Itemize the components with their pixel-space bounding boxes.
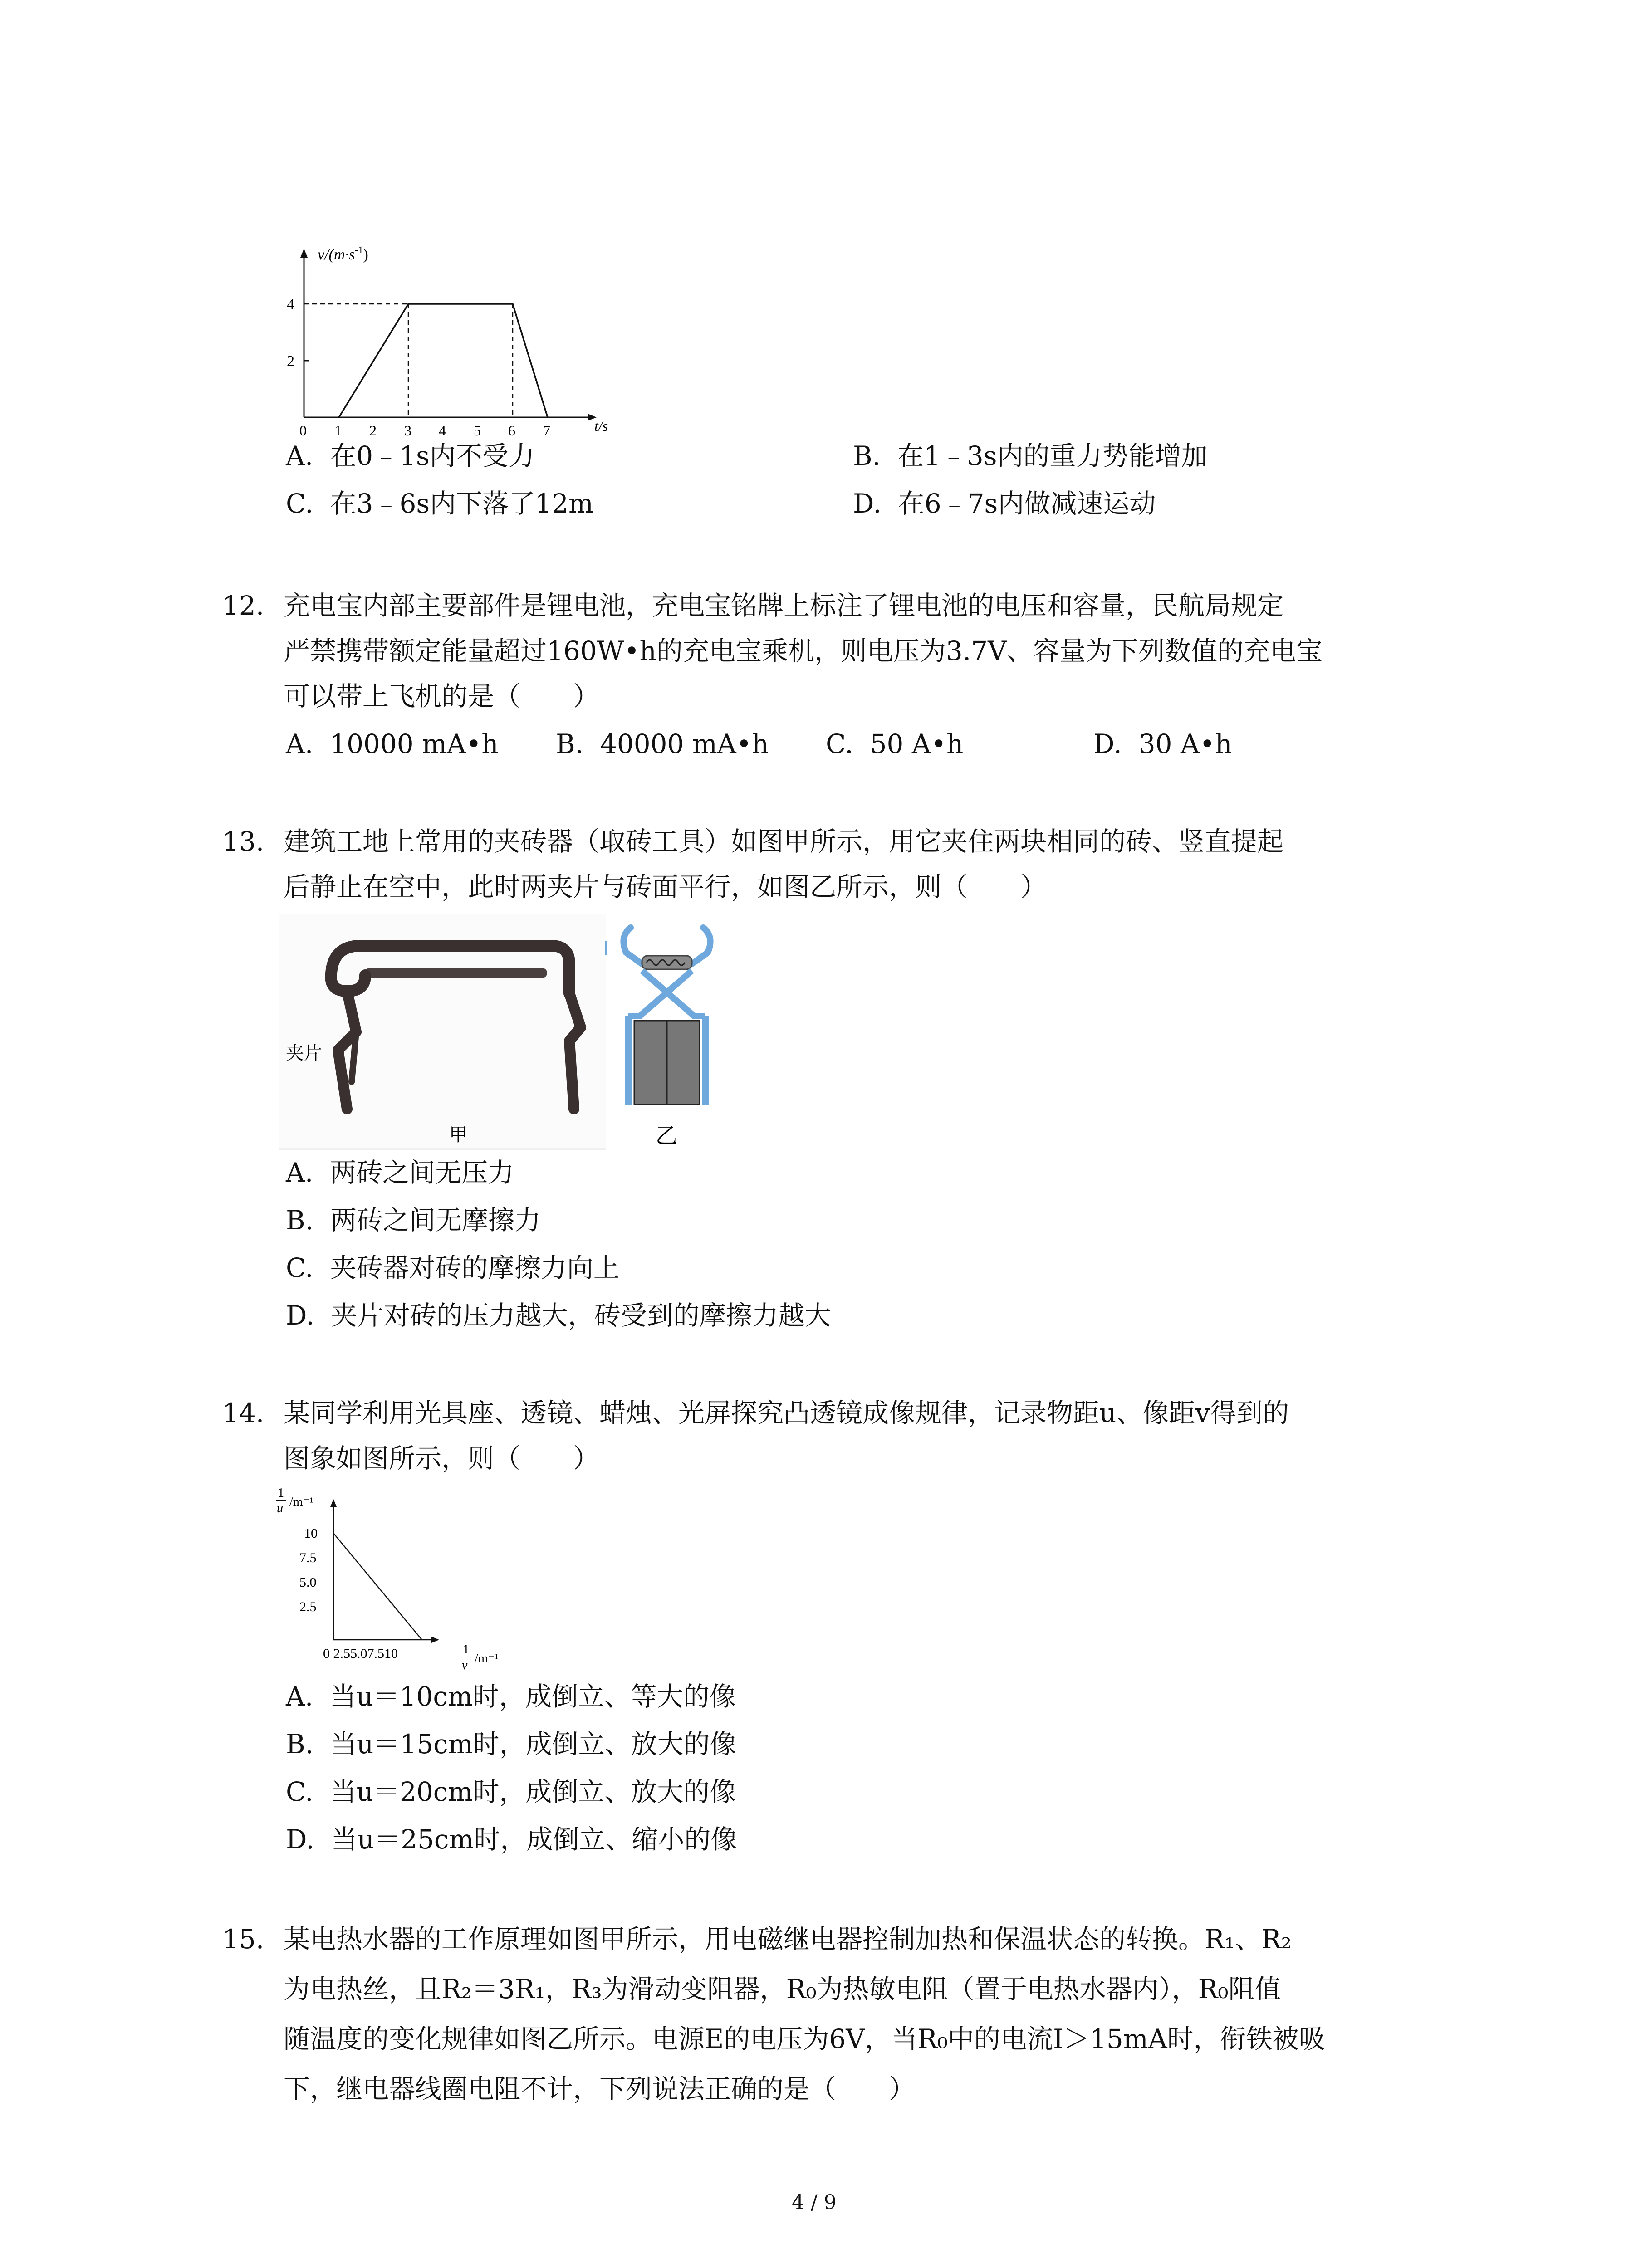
- q11-option-d-key: D.: [853, 488, 882, 519]
- q11-option-d[interactable]: [853, 481, 1156, 526]
- q12-option-b-key: B.: [556, 728, 584, 759]
- q12-option-a[interactable]: [286, 721, 499, 767]
- q14-option-b-key: B.: [286, 1729, 314, 1760]
- q13-line-1: 建筑工地上常用的夹砖器（取砖工具）如图甲所示，用它夹住两块相同的砖、竖直提起: [284, 826, 1284, 857]
- q14-option-d-key: D.: [286, 1824, 314, 1855]
- q12-option-c-text: 50 A•h: [870, 728, 964, 759]
- q13-option-a-key: A.: [286, 1157, 314, 1188]
- q14-y-tick-2-5: 2.5: [299, 1599, 317, 1614]
- q15-number: 15.: [222, 1924, 265, 1955]
- q11-option-c[interactable]: [286, 481, 593, 526]
- q11-x-tick-0: 0: [299, 422, 307, 439]
- q11-option-c-key: C.: [286, 488, 314, 519]
- q14-x-ticks: 0 2.55.07.510: [323, 1646, 398, 1661]
- q13-option-b-key: B.: [286, 1205, 314, 1236]
- q12-option-a-text: 10000 mA•h: [330, 728, 499, 759]
- q13-option-b[interactable]: [286, 1198, 541, 1243]
- q13-option-a-text: 两砖之间无压力: [330, 1157, 514, 1188]
- q12-option-a-key: A.: [286, 728, 314, 759]
- q11-option-c-text: 在3﹣6s内下落了12m: [330, 488, 593, 519]
- q13-yi-jaw-right: [692, 928, 710, 964]
- q12-line-3: 可以带上飞机的是（ ）: [284, 681, 600, 712]
- q14-option-c-text: 当u＝20cm时，成倒立、放大的像: [330, 1776, 736, 1807]
- q11-x-tick-5: 5: [474, 422, 481, 439]
- svg-text:1: 1: [278, 1486, 284, 1500]
- q14-option-a[interactable]: [286, 1674, 736, 1719]
- q12-option-d-text: 30 A•h: [1138, 728, 1232, 759]
- q15-line-2: 为电热丝，且R₂＝3R₁，R₃为滑动变阻器，R₀为热敏电阻（置于电热水器内），R₀阻值: [284, 1974, 1281, 2004]
- q13-option-c-text: 夹砖器对砖的摩擦力向上: [330, 1252, 620, 1283]
- q12-line-2: 严禁携带额定能量超过160W•h的充电宝乘机，则电压为3.7V、容量为下列数值的充电宝: [284, 635, 1323, 666]
- q13-yi-jaw-left: [623, 928, 642, 964]
- q13-label-jia: 甲: [449, 1125, 467, 1145]
- svg-text:/m⁻¹: /m⁻¹: [475, 1652, 499, 1666]
- q12-option-c-key: C.: [826, 728, 853, 759]
- q11-option-b[interactable]: [853, 433, 1208, 479]
- q13-brick-left: [634, 1021, 667, 1105]
- q13-line-2: 后静止在空中，此时两夹片与砖面平行，如图乙所示，则（ ）: [284, 871, 1047, 902]
- q14-graph: [272, 1483, 526, 1674]
- q14-option-b[interactable]: [286, 1721, 736, 1767]
- q14-option-b-text: 当u＝15cm时，成倒立、放大的像: [330, 1729, 736, 1760]
- q14-number: 14.: [222, 1398, 265, 1428]
- svg-text:/m⁻¹: /m⁻¹: [289, 1495, 314, 1509]
- q13-option-d[interactable]: [286, 1293, 831, 1338]
- q14-data-line: [333, 1533, 422, 1640]
- q13-brick-right: [667, 1021, 700, 1105]
- q11-x-label: t/s: [594, 418, 608, 434]
- q11-option-a[interactable]: [286, 433, 535, 479]
- q11-option-b-text: 在1﹣3s内的重力势能增加: [897, 440, 1208, 471]
- q13-option-c[interactable]: [286, 1245, 620, 1290]
- q11-y-label: $v/(m\cdot s^{-1})$: [318, 244, 368, 263]
- q14-line-1: 某同学利用光具座、透镜、蜡烛、光屏探究凸透镜成像规律，记录物距u、像距v得到的: [284, 1398, 1289, 1428]
- q13-figure-jia: [279, 914, 606, 1150]
- q12-option-c[interactable]: [826, 721, 963, 767]
- q13-figure-yi: [599, 919, 735, 1154]
- q12-number: 12.: [222, 590, 265, 621]
- svg-text:u: u: [277, 1501, 283, 1515]
- q11-y-tick-2: 2: [287, 353, 294, 370]
- q11-option-d-text: 在6﹣7s内做减速运动: [898, 488, 1156, 519]
- q11-vt-graph: [277, 240, 631, 445]
- q14-option-a-text: 当u＝10cm时，成倒立、等大的像: [330, 1681, 736, 1712]
- q11-x-tick-2: 2: [369, 422, 377, 439]
- svg-text:v: v: [462, 1658, 468, 1672]
- q12-option-d-key: D.: [1093, 728, 1122, 759]
- q12-option-b[interactable]: [556, 721, 769, 767]
- q14-y-tick-5-0: 5.0: [299, 1575, 317, 1590]
- q11-x-tick-4: 4: [439, 422, 446, 439]
- q15-line-3: 随温度的变化规律如图乙所示。电源E的电压为6V，当R₀中的电流I＞15mA时，衔铁被吸: [284, 2024, 1325, 2054]
- q11-velocity-line: [339, 304, 548, 417]
- q11-x-tick-3: 3: [404, 422, 411, 439]
- q14-option-c-key: C.: [286, 1776, 314, 1807]
- q11-option-a-key: A.: [286, 440, 314, 471]
- q13-option-d-text: 夹片对砖的压力越大，砖受到的摩擦力越大: [331, 1300, 831, 1331]
- q14-option-a-key: A.: [286, 1681, 314, 1712]
- q14-line-2: 图象如图所示，则（ ）: [284, 1443, 600, 1474]
- q13-option-b-text: 两砖之间无摩擦力: [330, 1205, 541, 1236]
- q14-y-tick-10: 10: [304, 1526, 318, 1541]
- svg-text:1: 1: [463, 1642, 469, 1657]
- q13-label-clip: 夹片: [286, 1043, 322, 1063]
- q12-option-d[interactable]: [1093, 721, 1232, 767]
- q13-label-yi: 乙: [656, 1124, 678, 1148]
- q14-option-c[interactable]: [286, 1769, 736, 1814]
- page-number: 4 / 9: [792, 2191, 837, 2214]
- q11-option-a-text: 在0﹣1s内不受力: [330, 440, 535, 471]
- q13-option-d-key: D.: [286, 1300, 314, 1331]
- q13-option-a[interactable]: [286, 1150, 514, 1195]
- q11-x-tick-7: 7: [543, 422, 550, 439]
- q11-option-b-key: B.: [853, 440, 881, 471]
- q13-option-c-key: C.: [286, 1252, 314, 1283]
- q15-line-1: 某电热水器的工作原理如图甲所示，用电磁继电器控制加热和保温状态的转换。R₁、R₂: [284, 1924, 1292, 1955]
- q12-option-b-text: 40000 mA•h: [600, 728, 769, 759]
- q15-line-4: 下，继电器线圈电阻不计，下列说法正确的是（ ）: [284, 2073, 916, 2104]
- q11-x-tick-1: 1: [334, 422, 342, 439]
- q11-y-arrow: [300, 249, 308, 258]
- q14-option-d-text: 当u＝25cm时，成倒立、缩小的像: [331, 1824, 737, 1855]
- q11-x-tick-6: 6: [508, 422, 515, 439]
- q13-number: 13.: [222, 826, 265, 857]
- q12-line-1: 充电宝内部主要部件是锂电池，充电宝铭牌上标注了锂电池的电压和容量，民航局规定: [284, 590, 1284, 621]
- q14-option-d[interactable]: [286, 1817, 737, 1862]
- q11-y-tick-4: 4: [287, 296, 294, 313]
- q14-y-tick-7-5: 7.5: [299, 1550, 317, 1565]
